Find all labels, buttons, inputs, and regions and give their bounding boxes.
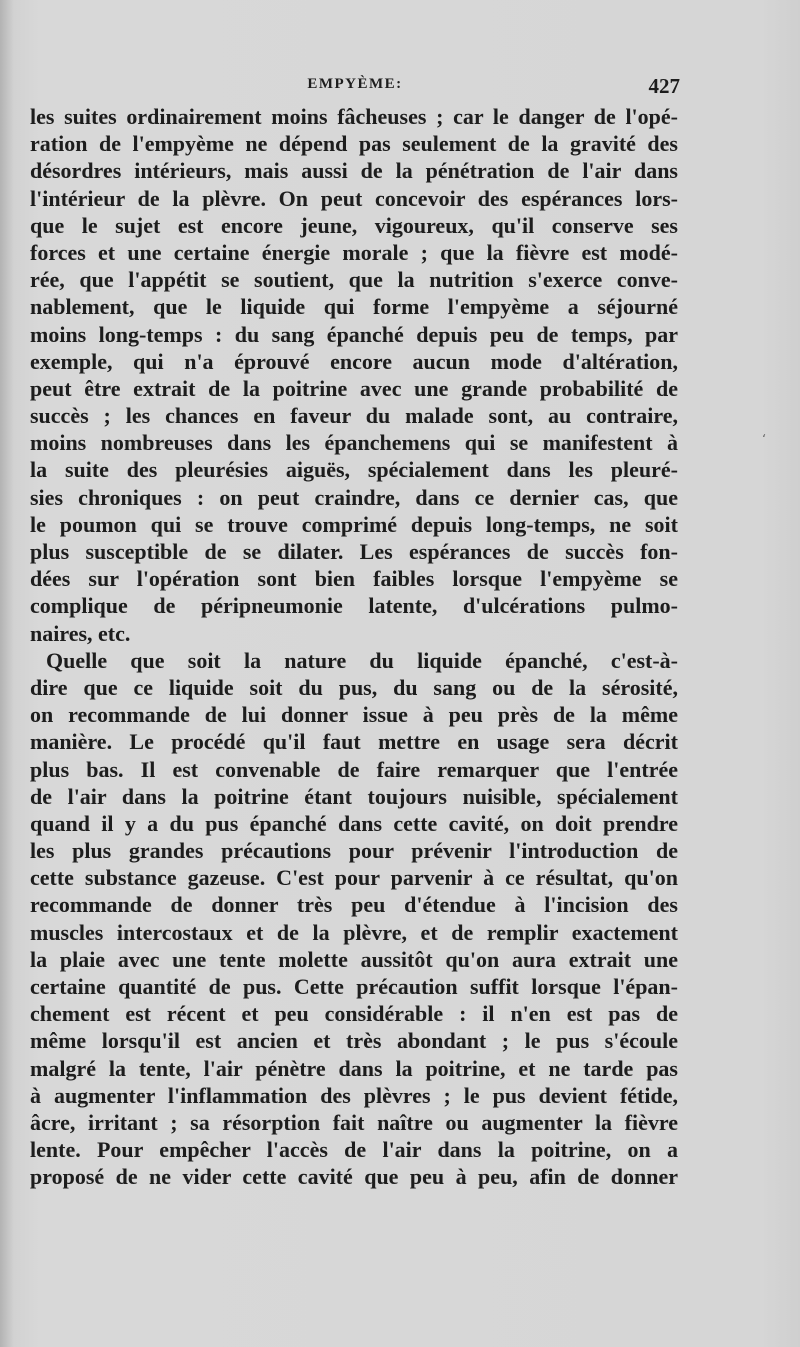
text-line-paragraph-end: naires, etc.	[30, 620, 131, 646]
text-line: moins long-temps : du sang épanché depuis peu de temps, par	[30, 321, 678, 347]
text-line: les plus grandes précautions pour prévenir l'introduction de	[30, 838, 678, 864]
page-number: 427	[648, 74, 680, 98]
text-line: muscles intercostaux et de la plèvre, et de remplir exactement	[30, 919, 678, 945]
text-line: dire que ce liquide soit du pus, du sang ou de la sérosité,	[30, 674, 678, 700]
text-line: chement est récent et peu considérable : il n'en est pas de	[30, 1001, 678, 1027]
text-line: complique de péripneumonie latente, d'ulcérations pulmo-	[30, 593, 678, 619]
text-line: proposé de ne vider cette cavité que peu à peu, afin de donner	[30, 1164, 678, 1190]
text-line: la plaie avec une tente molette aussitôt qu'on aura extrait une	[30, 946, 678, 972]
text-line: dées sur l'opération sont bien faibles lorsque l'empyème se	[30, 566, 678, 592]
text-line: le poumon qui se trouve comprimé depuis long-temps, ne soit	[30, 511, 678, 537]
text-line: manière. Le procédé qu'il faut mettre en usage sera décrit	[30, 729, 678, 755]
text-line: la suite des pleurésies aiguës, spécialement dans les pleuré-	[30, 457, 678, 483]
running-title: EMPYÈME:	[307, 76, 403, 92]
text-line: exemple, qui n'a éprouvé encore aucun mode d'altération,	[30, 348, 678, 374]
text-line: cette substance gazeuse. C'est pour parvenir à ce résultat, qu'on	[30, 865, 678, 891]
text-line: désordres intérieurs, mais aussi de la pénétration de l'air dans	[30, 158, 678, 184]
text-line: ration de l'empyème ne dépend pas seulement de la gravité des	[30, 131, 678, 157]
text-line-paragraph-start: Quelle que soit la nature du liquide épanché, c'est-à-	[46, 647, 678, 673]
text-line: peut être extrait de la poitrine avec une grande probabilité de	[30, 375, 678, 401]
text-line: recommande de donner très peu d'étendue à l'incision des	[30, 892, 678, 918]
text-line: moins nombreuses dans les épanchemens qui se manifestent à	[30, 430, 678, 456]
text-line: nablement, que le liquide qui forme l'empyème a séjourné	[30, 294, 678, 320]
text-line: plus susceptible de se dilater. Les espérances de succès fon-	[30, 539, 678, 564]
text-line: à augmenter l'inflammation des plèvres ; le pus devient fétide,	[30, 1082, 678, 1108]
text-line: les suites ordinairement moins fâcheuses ; car le danger de l'opé-	[30, 104, 678, 129]
text-line: quand il y a du pus épanché dans cette cavité, on doit prendre	[30, 810, 678, 836]
text-line: malgré la tente, l'air pénètre dans la poitrine, et ne tarde pas	[30, 1055, 678, 1081]
text-line: sies chroniques : on peut craindre, dans ce dernier cas, que	[30, 484, 678, 510]
text-line: de l'air dans la poitrine étant toujours nuisible, spécialement	[30, 783, 678, 809]
text-line: lente. Pour empêcher l'accès de l'air dans la poitrine, on a	[30, 1137, 678, 1163]
page-header	[30, 74, 680, 100]
margin-speck-icon: ‘	[762, 432, 766, 446]
text-line: que le sujet est encore jeune, vigoureux, qu'il conserve ses	[30, 212, 678, 238]
text-line: même lorsqu'il est ancien et très abondant ; le pus s'écoule	[30, 1028, 678, 1054]
body-text	[30, 103, 678, 1191]
text-line: forces et une certaine énergie morale ; que la fièvre est modé-	[30, 239, 678, 265]
text-line: on recommande de lui donner issue à peu près de la même	[30, 702, 678, 728]
text-line: plus bas. Il est convenable de faire remarquer que l'entrée	[30, 756, 678, 782]
text-line: âcre, irritant ; sa résorption fait naître ou augmenter la fièvre	[30, 1109, 678, 1135]
text-line: l'intérieur de la plèvre. On peut concevoir des espérances lors-	[30, 185, 678, 211]
text-line: certaine quantité de pus. Cette précaution suffit lorsque l'épan-	[30, 974, 678, 999]
text-line: rée, que l'appétit se soutient, que la nutrition s'exerce conve-	[30, 267, 678, 293]
text-line: succès ; les chances en faveur du malade sont, au contraire,	[30, 403, 678, 429]
